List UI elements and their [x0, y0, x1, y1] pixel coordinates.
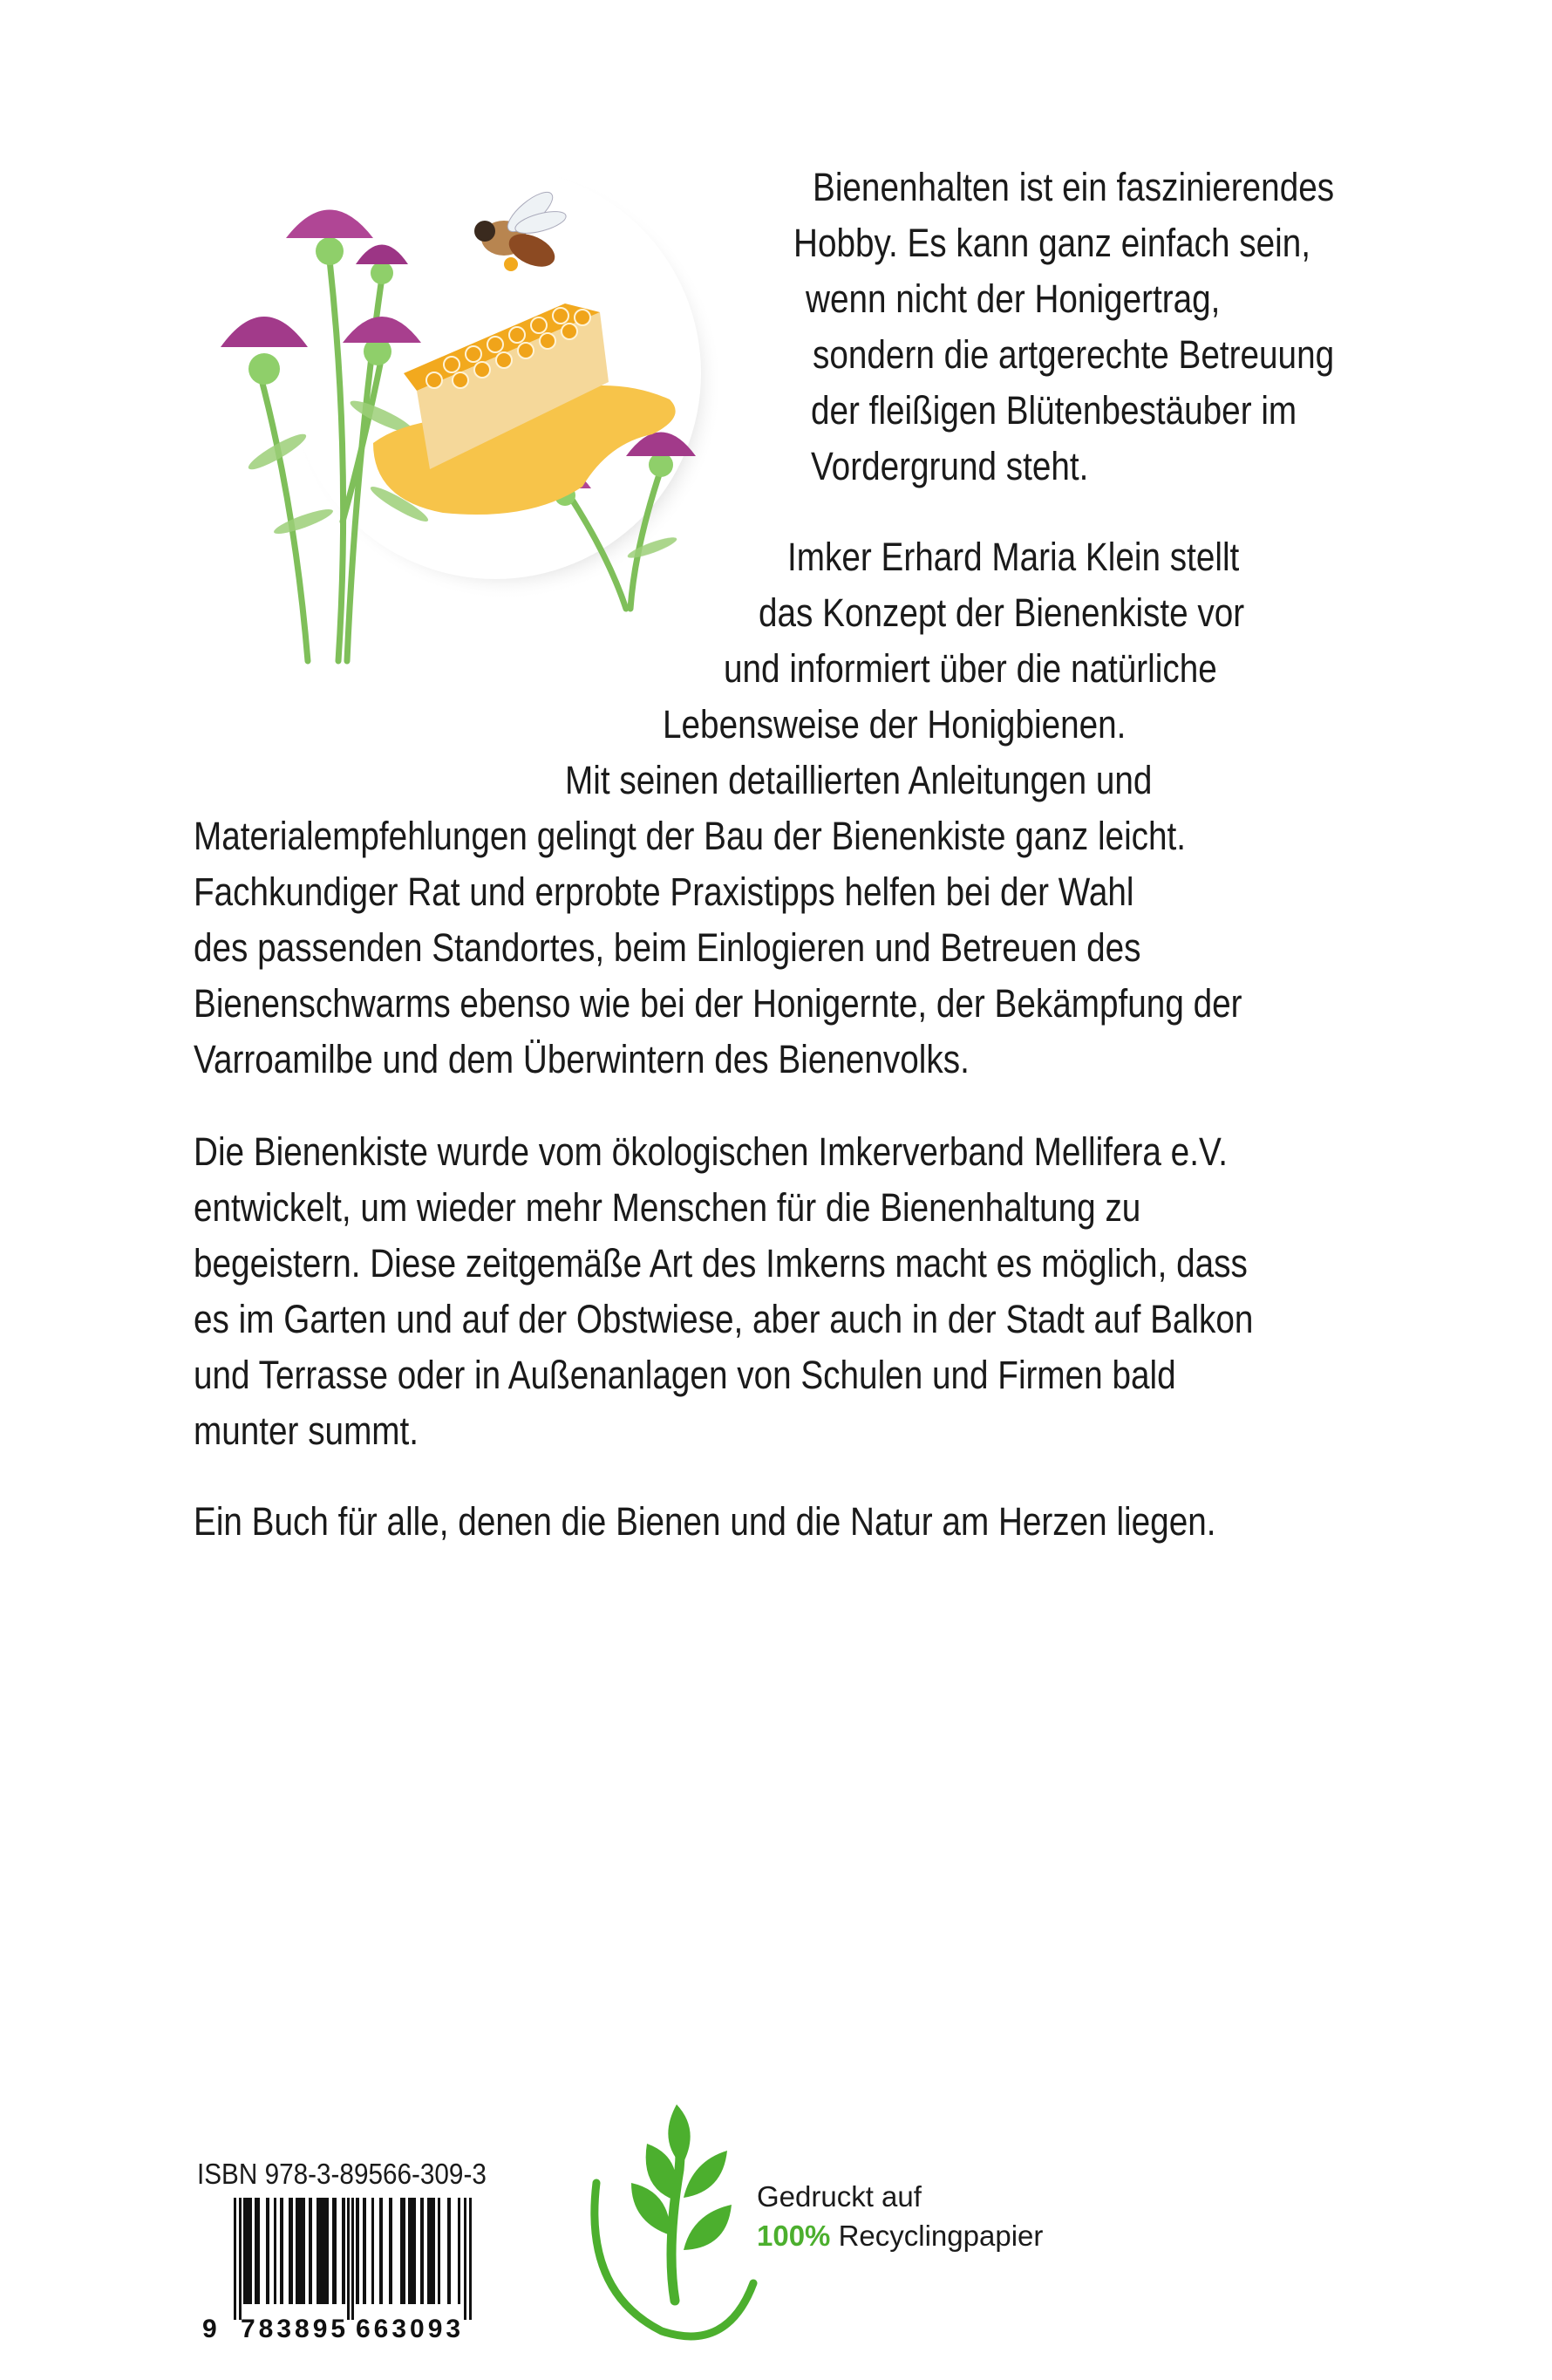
- barcode-right-digits: 663093: [356, 2315, 465, 2343]
- body-line-8: des passenden Standortes, beim Einlogieren und Betreuen des: [194, 925, 1141, 970]
- intro-line-1: Bienenhalten ist ein faszinierendes: [813, 165, 1335, 209]
- mellifera-line-1: Die Bienenkiste wurde vom ökologischen Imkerverband Mellifera e.V.: [194, 1129, 1228, 1174]
- bee-honeycomb-thistle-illustration: [199, 155, 757, 679]
- body-line-9: Bienenschwarms ebenso wie bei der Honigernte, der Bekämpfung der: [194, 981, 1242, 1026]
- eco-label-rest: Recyclingpapier: [830, 2220, 1044, 2252]
- mellifera-line-3: begeistern. Diese zeitgemäße Art des Imkerns macht es möglich, dass: [194, 1241, 1248, 1285]
- body-line-3: und informiert über die natürliche: [724, 646, 1217, 691]
- intro-line-3: wenn nicht der Honigertrag,: [806, 276, 1221, 321]
- body-line-4: Lebensweise der Honigbienen.: [663, 702, 1127, 747]
- mellifera-line-2: entwickelt, um wieder mehr Menschen für die Bienenhaltung zu: [194, 1185, 1141, 1230]
- barcode-left-digits: 783895: [241, 2315, 350, 2343]
- mellifera-line-5: und Terrasse oder in Außenanlagen von Schulen und Firmen bald: [194, 1353, 1176, 1397]
- body-line-1: Imker Erhard Maria Klein stellt: [787, 535, 1240, 579]
- body-line-10: Varroamilbe und dem Überwintern des Bienenvolks.: [194, 1037, 970, 1081]
- body-line-5: Mit seinen detaillierten Anleitungen und: [565, 758, 1153, 802]
- intro-line-2: Hobby. Es kann ganz einfach sein,: [793, 221, 1311, 265]
- intro-line-5: der fleißigen Blütenbestäuber im: [811, 388, 1297, 433]
- intro-line-4: sondern die artgerechte Betreuung: [813, 332, 1335, 377]
- closing-line: Ein Buch für alle, denen die Bienen und die Natur am Herzen liegen.: [194, 1499, 1216, 1544]
- eco-label-line2: [757, 2220, 1043, 2253]
- intro-line-6: Vordergrund steht.: [811, 444, 1089, 488]
- isbn-label: ISBN 978-3-89566-309-3: [197, 2158, 487, 2190]
- eco-label-line1: Gedruckt auf: [757, 2180, 922, 2213]
- mellifera-line-6: munter summt.: [194, 1408, 419, 1453]
- body-line-2: das Konzept der Bienenkiste vor: [759, 590, 1245, 635]
- eco-percent: 100%: [757, 2220, 831, 2252]
- body-line-7: Fachkundiger Rat und erprobte Praxistipps helfen bei der Wahl: [194, 869, 1134, 914]
- barcode: [202, 2198, 516, 2346]
- body-line-6: Materialempfehlungen gelingt der Bau der Bienenkiste ganz leicht.: [194, 814, 1187, 858]
- barcode-first-digit: 9: [202, 2315, 217, 2343]
- mellifera-line-4: es im Garten und auf der Obstwiese, aber auch in der Stadt auf Balkon: [194, 1297, 1254, 1341]
